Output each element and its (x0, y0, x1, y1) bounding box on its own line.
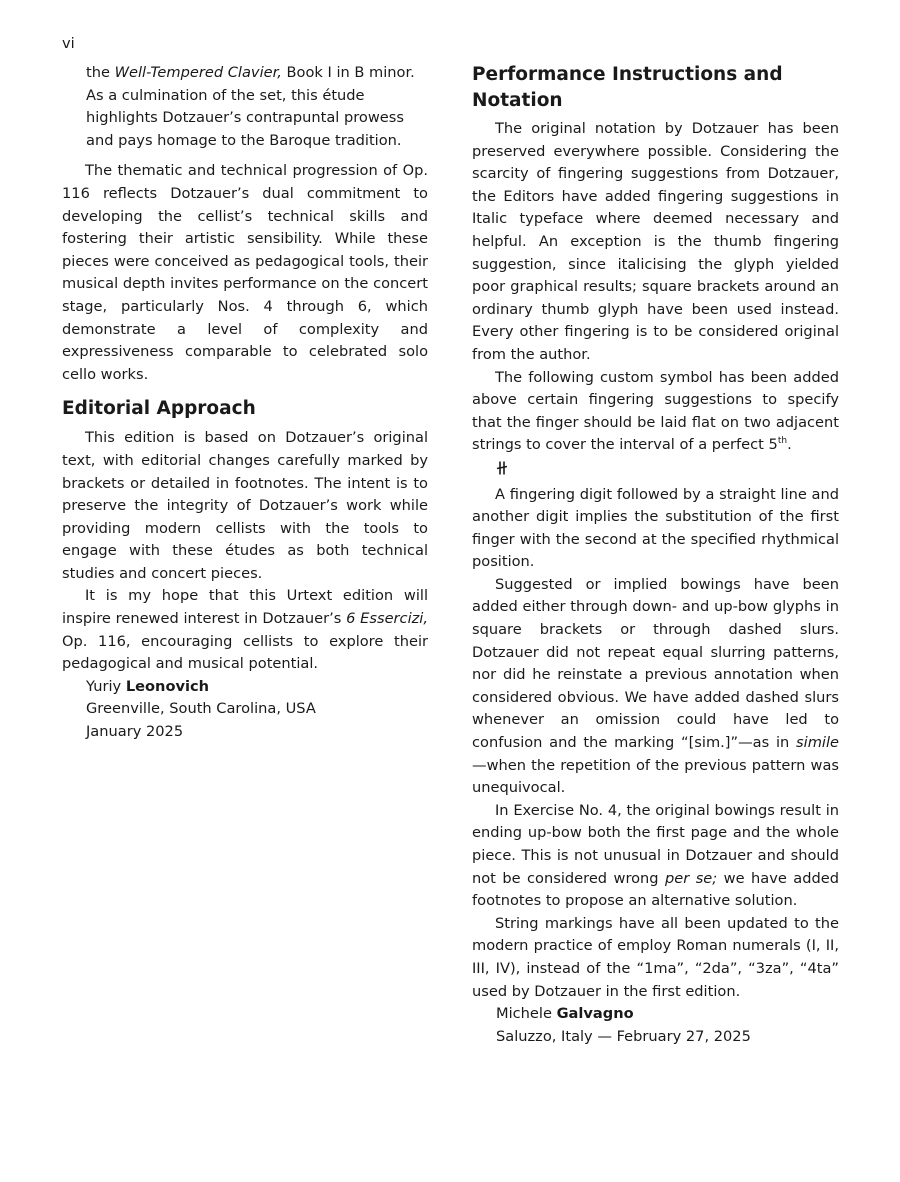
substitution-paragraph: A fingering digit followed by a straight line and another digit implies the substitution of the first finger with the second at the specified rhythmical position. (472, 485, 839, 571)
flat-finger-symbol-icon (472, 461, 839, 484)
thematic-paragraph: The thematic and technical progression of Op. 116 reflects Dotzauer’s dual commitment to developing the cellist’s technical skills and fostering their artistic sensibility. While these pieces were conceived as pedagogical tools, their musical depth invites performance on the concert stage, particularly Nos. 4 through 6, which demonstrate a level of complexity and expressiveness comparable to celebrated solo cello works. (62, 162, 428, 383)
hope-paragraph: It is my hope that this Urtext edition will inspire renewed interest in Dotzauer’s 6 Essercizi, Op. 116, encouraging cellists to explore their pedagogical and musical potential. (62, 587, 428, 673)
page-number: vi (62, 35, 75, 52)
exercise-4-paragraph: In Exercise No. 4, the original bowings result in ending up-bow both the first page and the whole piece. This is not unusual in Dotzauer and should not be considered wrong per se; we have added footnotes to propose an alternative solution. (472, 801, 839, 910)
string-markings-paragraph: String markings have all been updated to the modern practice of employ Roman numerals (I, II, III, IV), instead of the “1ma”, “2da”, “3za”, “4ta” used by Dotzauer in the first edition. (472, 914, 839, 1000)
signature-name: Yuriy Leonovich (86, 677, 210, 695)
performance-instructions-heading: Performance Instructions and Notation (472, 64, 783, 111)
custom-symbol-paragraph: The following custom symbol has been added above certain fingering suggestions to specify that the finger should be laid flat on two adjacent strings to cover the interval of a perfect 5th. (472, 368, 839, 454)
left-column (62, 62, 428, 744)
signature-name: Michele Galvagno (496, 1005, 634, 1023)
right-column (472, 62, 839, 1048)
quote-continuation: the Well-Tempered Clavier, Book I in B minor. As a culmination of the set, this étude highlights Dotzauer’s contrapuntal prowess and pays homage to the Baroque tradition. (86, 64, 415, 149)
signature-place-date: Saluzzo, Italy — February 27, 2025 (496, 1027, 751, 1045)
editorial-approach-heading: Editorial Approach (62, 398, 256, 420)
bowings-paragraph: Suggested or implied bowings have been added either through down- and up-bow glyphs in square brackets or through dashed slurs. Dotzauer did not repeat equal slurring patterns, nor did he reinstate a previous annotation when considered obvious. We have added dashed slurs whenever an omission could have led to confusion and the marking “[sim.]”—as in simile—when the repetition of the previous pattern was unequivocal. (472, 575, 839, 797)
signature-place: Greenville, South Carolina, USA (86, 700, 316, 718)
edition-basis-paragraph: This edition is based on Dotzauer’s original text, with editorial changes carefully marked by brackets or detailed in footnotes. The intent is to preserve the integrity of Dotzauer’s work while providing modern cellists with the tools to engage with these études as both technical studies and concert pieces. (62, 429, 428, 582)
signature-leonovich (62, 676, 428, 744)
notation-paragraph: The original notation by Dotzauer has been preserved everywhere possible. Considering the scarcity of fingering suggestions from Dotzauer, the Editors have added fingering suggestions in Italic typeface where deemed necessary and helpful. An exception is the thumb fingering suggestion, since italicising the glyph yielded poor graphical results; square brackets around an ordinary thumb glyph have been used instead. Every other fingering is to be considered original from the author. (472, 120, 839, 363)
signature-galvagno (472, 1003, 839, 1048)
signature-date: January 2025 (86, 723, 184, 741)
